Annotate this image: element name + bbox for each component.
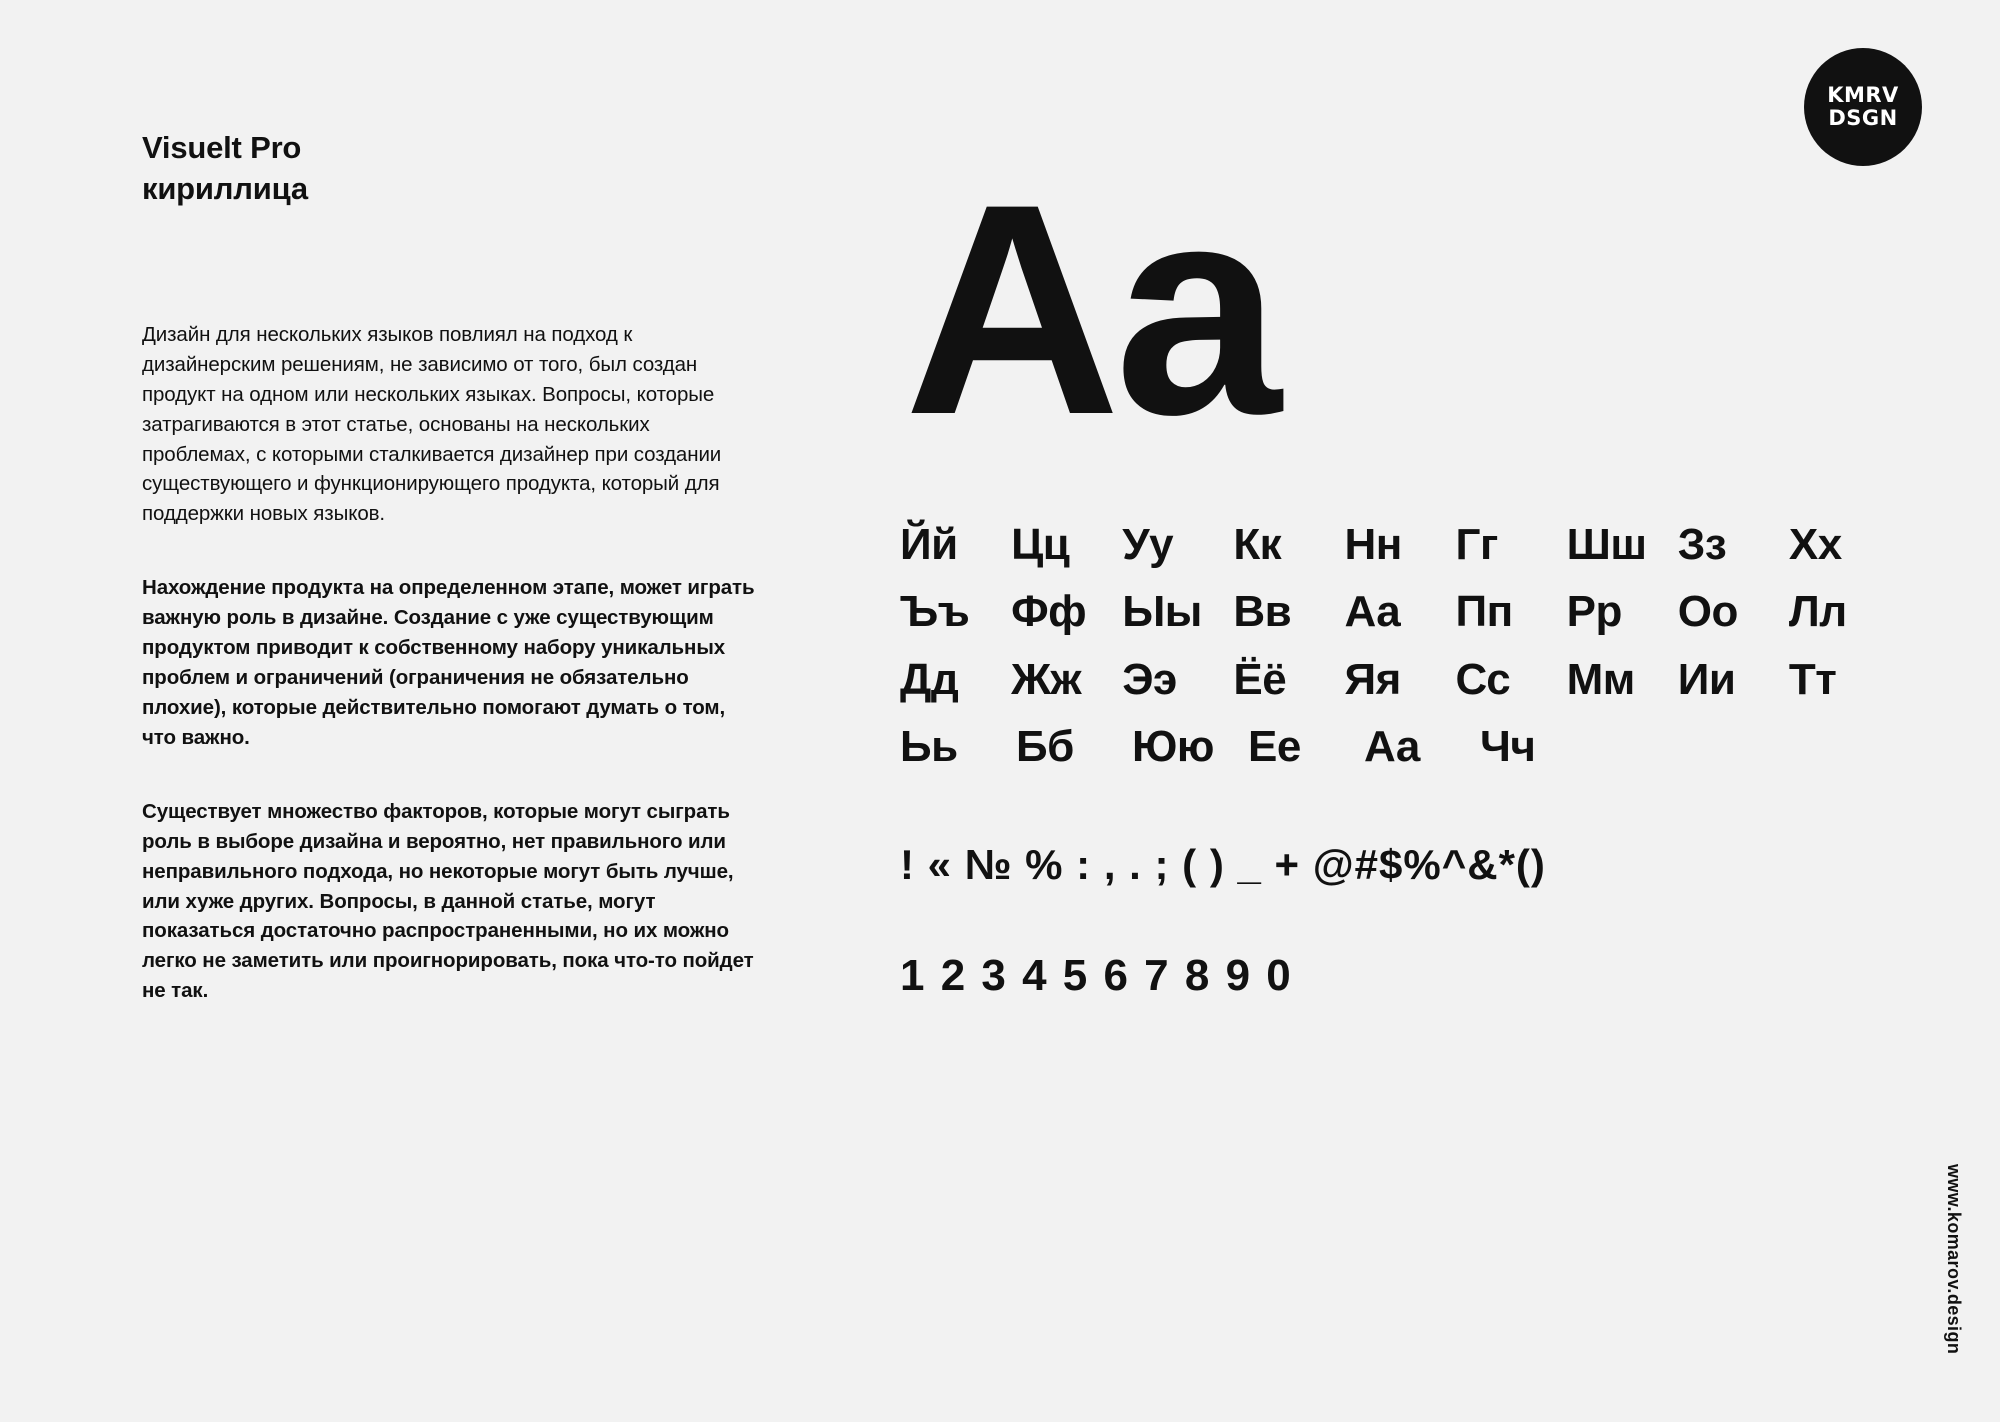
alphabet-cell: Кк — [1233, 520, 1282, 569]
alphabet-cell: Йй — [900, 520, 958, 569]
paragraph-1: Дизайн для нескольких языков повлиял на подход к дизайнерским решениям, не зависимо от того, был создан продукт на одном или нескольких языках. Вопросы, которые затрагиваются в этот статье, основаны на нескольких проблемах, с которыми сталкивается дизайнер при создании существующего и функционирующего продукта, который для поддержки новых языков. — [142, 322, 722, 526]
alphabet-cell: Тт — [1788, 654, 1837, 704]
kmrv-dsgn-logo — [1804, 48, 1922, 166]
specimen-large-glyphs: Aa — [904, 141, 1276, 477]
paragraph-3: Существует множество факторов, которые могут сыграть роль в выборе дизайна и вероятно, нет правильного или неправильного подхода, но некоторые могут быть лучше, или хуже других. Вопросы, в данной статье, могут показаться достаточно распространенными, но их можно легко не заметить или проигнорировать, пока что-то пойдет не так. — [142, 799, 754, 1003]
alphabet-cell: Чч — [1480, 721, 1536, 771]
alphabet-row — [900, 587, 1900, 636]
alphabet-cell: Ыы — [1122, 587, 1202, 637]
alphabet-cell: Рр — [1566, 587, 1622, 637]
alphabet-cell: Оо — [1677, 587, 1738, 637]
alphabet-cell: Гг — [1455, 520, 1498, 569]
numerals-specimen: 1 2 3 4 5 6 7 8 9 0 — [900, 951, 1293, 1001]
alphabet-cell: Нн — [1344, 520, 1402, 569]
alphabet-cell: Аа — [1344, 587, 1401, 637]
alphabet-cell: Пп — [1455, 587, 1513, 637]
alphabet-row — [900, 520, 1900, 569]
logo-line-2: DSGN — [1828, 106, 1898, 130]
alphabet-cell: Аа — [1364, 721, 1420, 771]
alphabet-cell: Фф — [1011, 587, 1087, 637]
alphabet-cell: Шш — [1566, 520, 1647, 569]
right-column — [900, 141, 1900, 1001]
alphabet-cell: Ьь — [900, 721, 958, 771]
alphabet-cell: Мм — [1566, 654, 1635, 704]
alphabet-cell: Ее — [1248, 721, 1301, 771]
body-text — [142, 320, 782, 1006]
alphabet-grid — [900, 520, 1900, 771]
alphabet-cell: Жж — [1011, 654, 1082, 704]
footer-url: www.komarov.design — [1944, 1163, 1964, 1354]
alphabet-cell: Зз — [1677, 520, 1727, 569]
punctuation-specimen: ! « № % : , . ; ( ) _ + @#$%^&*() — [900, 841, 1546, 889]
title-line-1: Visuelt Pro — [142, 130, 302, 165]
logo-line-1: KMRV — [1827, 83, 1899, 108]
alphabet-cell: Ии — [1677, 654, 1736, 704]
alphabet-cell: Ээ — [1122, 654, 1177, 704]
alphabet-cell: Ёё — [1233, 654, 1287, 704]
alphabet-cell: Лл — [1788, 587, 1847, 637]
page-title — [142, 128, 782, 210]
alphabet-cell: Уу — [1122, 520, 1174, 569]
alphabet-cell: Юю — [1132, 721, 1214, 771]
alphabet-cell: Сс — [1455, 654, 1511, 704]
alphabet-row — [900, 655, 1900, 704]
alphabet-cell: Дд — [900, 654, 959, 704]
alphabet-cell: Ъъ — [900, 587, 970, 637]
alphabet-cell: Хх — [1788, 520, 1842, 569]
alphabet-cell: Цц — [1011, 520, 1070, 569]
alphabet-cell: Яя — [1344, 654, 1401, 704]
alphabet-cell: Вв — [1233, 587, 1292, 637]
title-line-2: кириллица — [142, 170, 308, 206]
left-column — [142, 128, 782, 1006]
alphabet-cell: Бб — [1016, 721, 1074, 771]
paragraph-2: Нахождение продукта на определенном этапе, может играть важную роль в дизайне. Создание с уже существующим продуктом приводит к собственному набору уникальных проблем и ограничений (ограничения не обязательно плохие), которые действительно помогают думать о том, что важно. — [142, 576, 755, 749]
alphabet-row — [900, 722, 1900, 771]
